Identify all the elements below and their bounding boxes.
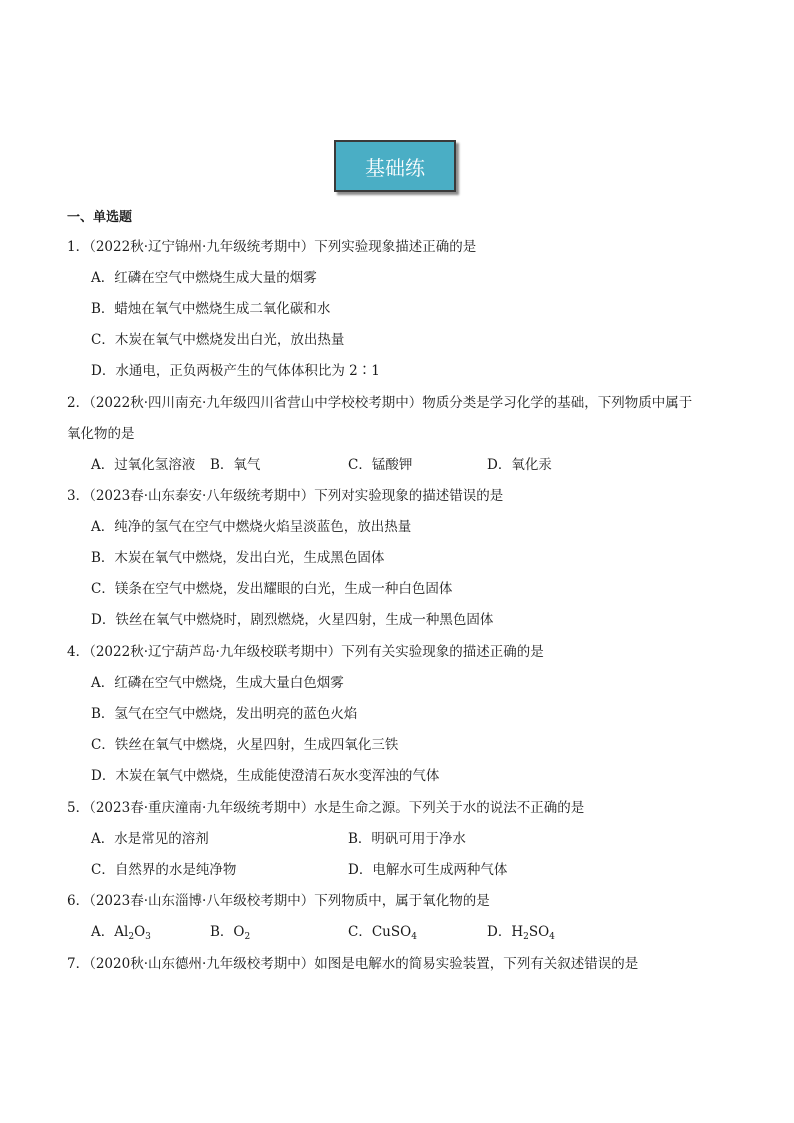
- question-3-option-b: B．木炭在氧气中燃烧，发出白光，生成黑色固体: [91, 550, 385, 566]
- question-3-stem: 3．（2023春·山东泰安·八年级统考期中）下列对实验现象的描述错误的是: [67, 488, 504, 504]
- question-3-option-c: C．镁条在空气中燃烧，发出耀眼的白光，生成一种白色固体: [91, 581, 453, 597]
- question-2-stem-cont: 氧化物的是: [67, 426, 135, 442]
- question-4-option-a: A．红磷在空气中燃烧，生成大量白色烟雾: [91, 675, 344, 691]
- question-5-option-d: D．电解水可生成两种气体: [348, 862, 508, 878]
- question-4-stem: 4．（2022秋·辽宁葫芦岛·九年级校联考期中）下列有关实验现象的描述正确的是: [67, 644, 544, 660]
- question-6-option-a: A．$Al_2O_3$: [91, 924, 151, 942]
- question-5-option-a: A．水是常见的溶剂: [91, 831, 209, 847]
- question-1-option-d: D．水通电，正负两极产生的气体体积比为 2∶1: [91, 363, 380, 379]
- section-banner: 基础练: [334, 140, 456, 192]
- question-2-option-d: D．氧化汞: [487, 457, 552, 473]
- question-6-option-d: D．$H_2SO_4$: [487, 924, 555, 942]
- section-title: 一、单选题: [67, 210, 133, 225]
- question-6-option-c: C．CuSO$_4$: [348, 924, 417, 942]
- question-6-option-b: B．$O_2$: [210, 924, 251, 942]
- question-2-stem: 2．（2022秋·四川南充·九年级四川省营山中学校校考期中）物质分类是学习化学的基础，下列物质中属于: [67, 395, 693, 411]
- question-1-option-a: A．红磷在空气中燃烧生成大量的烟雾: [91, 270, 317, 286]
- question-1-option-b: B．蜡烛在氧气中燃烧生成二氧化碳和水: [91, 301, 331, 317]
- question-6-stem: 6．（2023春·山东淄博·八年级校考期中）下列物质中，属于氧化物的是: [67, 893, 490, 909]
- question-3-option-d: D．铁丝在氧气中燃烧时，剧烈燃烧，火星四射，生成一种黑色固体: [91, 612, 494, 628]
- question-2-option-a: A．过氧化氢溶液: [91, 457, 196, 473]
- question-7-stem: 7．（2020秋·山东德州·九年级校考期中）如图是电解水的简易实验装置，下列有关叙述错误的是: [67, 956, 639, 972]
- question-5-stem: 5．（2023春·重庆潼南·九年级统考期中）水是生命之源。下列关于水的说法不正确的是: [67, 800, 585, 816]
- question-1-option-c: C．木炭在氧气中燃烧发出白光，放出热量: [91, 332, 345, 348]
- question-2-option-b: B．氧气: [210, 457, 261, 473]
- question-4-option-b: B．氢气在空气中燃烧，发出明亮的蓝色火焰: [91, 706, 358, 722]
- question-1-stem: 1．（2022秋·辽宁锦州·九年级统考期中）下列实验现象描述正确的是: [67, 239, 477, 255]
- question-3-option-a: A．纯净的氢气在空气中燃烧火焰呈淡蓝色，放出热量: [91, 519, 412, 535]
- question-5-option-c: C．自然界的水是纯净物: [91, 862, 237, 878]
- question-4-option-c: C．铁丝在氧气中燃烧，火星四射，生成四氧化三铁: [91, 737, 399, 753]
- question-5-option-b: B．明矾可用于净水: [348, 831, 466, 847]
- question-2-option-c: C．锰酸钾: [348, 457, 413, 473]
- question-4-option-d: D．木炭在氧气中燃烧，生成能使澄清石灰水变浑浊的气体: [91, 768, 440, 784]
